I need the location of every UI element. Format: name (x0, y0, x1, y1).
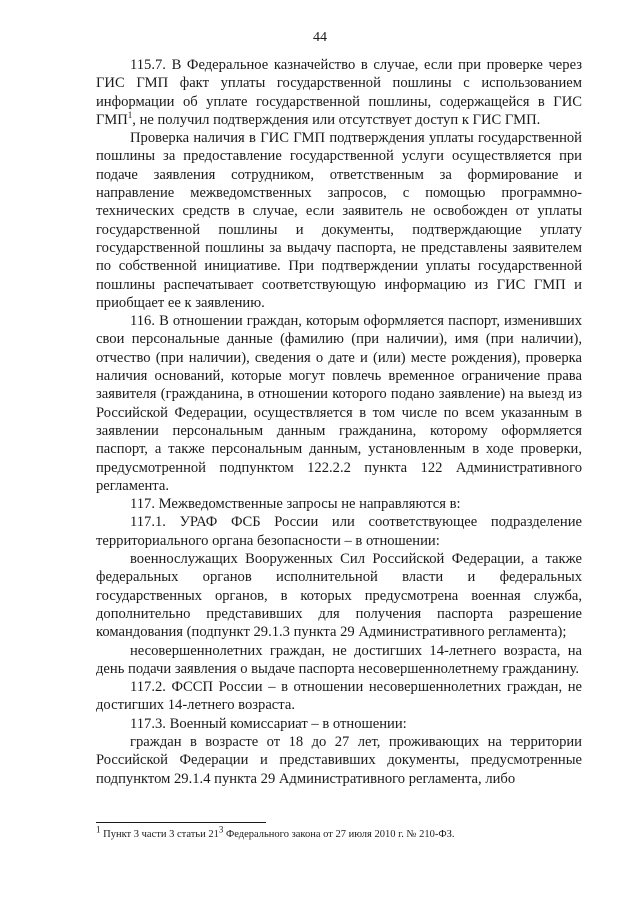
document-body (96, 56, 582, 788)
footnote-text: Пункт 3 части 3 статьи 21 (100, 829, 219, 840)
footnote-text-end: Федерального закона от 27 июля 2010 г. № 210-ФЗ. (223, 829, 455, 840)
footnote (96, 824, 582, 841)
paragraph-117-3: 117.3. Военный комиссариат – в отношении: (130, 715, 407, 732)
paragraph-115-7 (96, 56, 582, 129)
paragraph-117-3-citizens: граждан в возрасте от 18 до 27 лет, проживающих на территории Российской Федерации и представивших документы, предусмотренные подпунктом 29.1.4 пункта 29 Административного регламента, либо (96, 733, 582, 787)
footnote-ref: 1 (127, 110, 133, 121)
footnote-divider (96, 822, 266, 823)
page-number: 44 (313, 30, 327, 45)
footnote-mark: 1 (96, 824, 101, 835)
paragraph-117: 117. Межведомственные запросы не направляются в: (130, 496, 461, 513)
paragraph-117-1: 117.1. УРАФ ФСБ России или соответствующее подразделение территориального органа безопасности – в отношении: (96, 514, 582, 549)
paragraph-text: , не получил подтверждения или отсутствует доступ к ГИС ГМП. (132, 111, 541, 128)
paragraph-117-1-minors: несовершеннолетних граждан, не достигших 14-летнего возраста, на день подачи заявления о выдаче паспорта несовершеннолетнему гражданину. (96, 642, 582, 677)
paragraph-115-7-check: Проверка наличия в ГИС ГМП подтверждения уплаты государственной пошлины за предоставление государственной услуги осуществляется при подаче заявления сотрудником, ответственным за формирование и направление межведомственных запросов, с помощью программно-технических средств в случае, если заявитель не освобожден от уплаты государственной пошлины и документы, подтверждающие уплату государственной пошлины за выдачу паспорта, не представлены заявителем по собственной инициативе. При подтверждении уплаты государственной пошлины распечатывает соответствующую информацию из ГИС ГМП и приобщает ее к заявлению. (96, 130, 582, 311)
paragraph-117-1-military: военнослужащих Вооруженных Сил Российской Федерации, а также федеральных органов исполнительной власти и федеральных государственных органов, в которых предусмотрена военная служба, дополнительно представивших для получения паспорта разрешение командования (подпункт 29.1.3 пункта 29 Административного регламента); (96, 551, 582, 641)
paragraph-117-2: 117.2. ФССП России – в отношении несовершеннолетних граждан, не достигших 14-летнего возраста. (96, 679, 582, 714)
paragraph-text: 115.7. В Федеральное казначейство в случае, если при проверке через ГИС ГМП факт уплаты государственной пошлины с использованием информации об уплате государственной пошлины, содержащейся в ГИС ГМП (96, 57, 582, 128)
paragraph-116: 116. В отношении граждан, которым оформляется паспорт, изменивших свои персональные данные (фамилию (при наличии), имя (при наличии), отчество (при наличии), сведения о дате и (или) месте рождения), проверка наличия оснований, которые могут повлечь временное ограничение права заявителя (гражданина, в отношении которого подано заявление) на выезд из Российской Федерации, осуществляется в том числе по всем указанным в заявлении персональным данным гражданина, которому оформляется паспорт, а также персональным данным, установленным в ходе проверки, предусмотренной подпунктом 122.2.2 пункта 122 Административного регламента. (96, 313, 582, 494)
footnote-superscript: 3 (218, 824, 224, 835)
